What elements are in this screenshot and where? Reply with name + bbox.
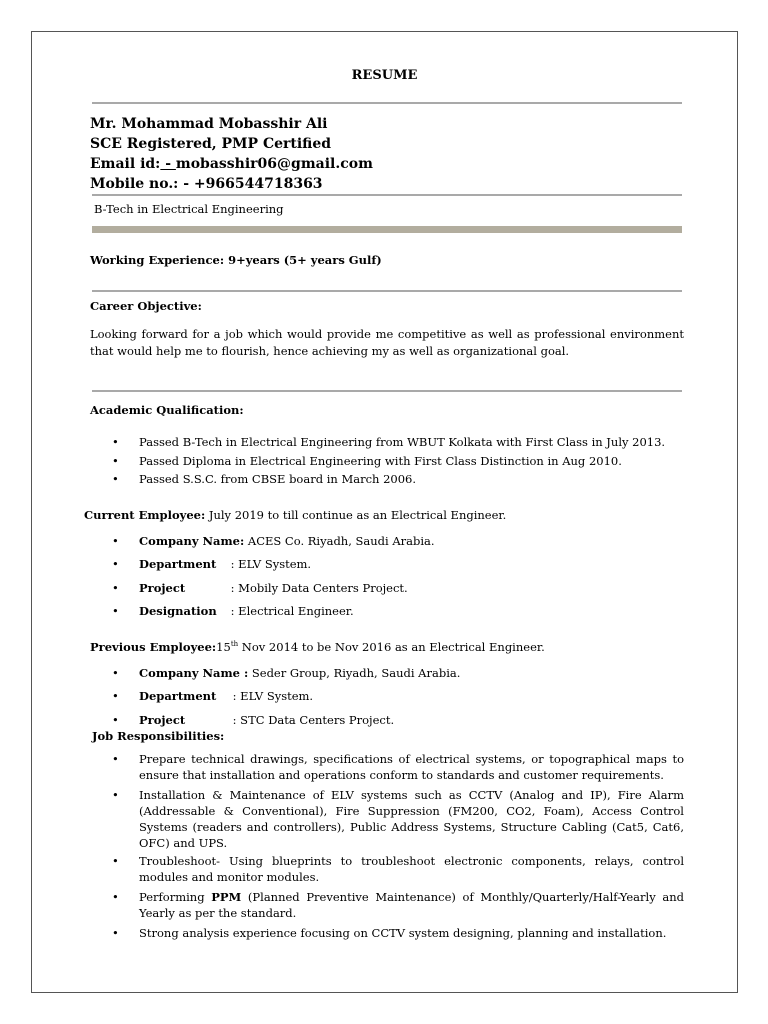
email-separator: - (160, 156, 176, 172)
career-objective-text: Looking forward for a job which would provide me competitive as well as professional environment that would help me to flourish, hence achieving my as well as organizational goal. (90, 327, 684, 358)
academic-list (90, 433, 665, 489)
list-item: • Company Name: ACES Co. Riyadh, Saudi Arabia. (112, 534, 435, 548)
career-objective-heading: Career Objective: (90, 299, 202, 313)
certifications: SCE Registered, PMP Certified (90, 136, 332, 152)
list-item: • Company Name : Seder Group, Riyadh, Saudi Arabia. (112, 666, 461, 680)
list-item: • Strong analysis experience focusing on CCTV system designing, planning and installation. (112, 926, 667, 940)
candidate-name: Mr. Mohammad Mobasshir Ali (90, 116, 328, 132)
current-employee-label: Current Employee: (84, 508, 206, 522)
working-experience: Working Experience: 9+years (5+ years Gulf) (90, 253, 382, 267)
list-item: • Passed B-Tech in Electrical Engineering from WBUT Kolkata with First Class in July 2013. (112, 435, 666, 449)
email-label: Email id: (90, 156, 161, 172)
list-item: • Performing PPM (Planned Preventive Maintenance) of Monthly/Quarterly/Half-Yearly and Yearly as per the standard. (112, 890, 684, 920)
email-address[interactable]: mobasshir06@gmail.com (175, 156, 373, 172)
list-item: • Troubleshoot- Using blueprints to troubleshoot electronic components, relays, control modules and monitor modules. (112, 854, 684, 884)
mobile-label: Mobile no.: - (90, 176, 194, 192)
previous-employee-label: Previous Employee: (90, 640, 217, 654)
previous-employee-text: Nov 2014 to be Nov 2016 as an Electrical Engineer. (238, 640, 545, 654)
resume-title: RESUME (351, 68, 418, 83)
degree: B-Tech in Electrical Engineering (94, 202, 284, 216)
mobile-line (90, 176, 323, 192)
list-item: • Designation : Electrical Engineer. (112, 603, 354, 618)
list-item: • Passed S.S.C. from CBSE board in March 2006. (112, 472, 417, 486)
divider (92, 194, 682, 196)
divider-thick (92, 226, 682, 233)
list-item: • Project : Mobily Data Centers Project. (112, 580, 408, 595)
email-line (90, 156, 373, 172)
divider (92, 290, 682, 292)
divider (92, 390, 682, 392)
current-employee-text: July 2019 to till continue as an Electrical Engineer. (205, 508, 507, 522)
list-item: • Installation & Maintenance of ELV systems such as CCTV (Analog and IP), Fire Alarm (Addressable & Conventional), Fire Suppression (FM200, CO2, Foam), Access Control Systems (readers and controllers), Public Address Systems, Structure Cabling (Cat5, Cat6, OFC) and UPS. (112, 788, 684, 850)
job-responsibilities-list (90, 751, 684, 941)
list-item: • Project : STC Data Centers Project. (112, 712, 395, 727)
previous-employee-details (90, 662, 460, 732)
divider (92, 102, 682, 104)
academic-heading: Academic Qualification: (90, 403, 244, 417)
list-item: • Passed Diploma in Electrical Engineering with First Class Distinction in Aug 2010. (112, 453, 622, 468)
mobile-number: +966544718363 (193, 176, 323, 192)
list-item: • Prepare technical drawings, specifications of electrical systems, or topographical maps to ensure that installation and operations conform to standards and customer requirements. (112, 752, 684, 782)
resume-page (31, 31, 738, 993)
job-responsibilities-heading: Job Responsibilities: (92, 729, 225, 743)
previous-employee: Previous Employee:15th Nov 2014 to be Nov 2016 as an Electrical Engineer. (90, 640, 545, 654)
current-employee-details (90, 530, 435, 623)
current-employee (84, 508, 506, 522)
list-item: • Department : ELV System. (112, 689, 314, 704)
list-item: • Department : ELV System. (112, 557, 312, 572)
